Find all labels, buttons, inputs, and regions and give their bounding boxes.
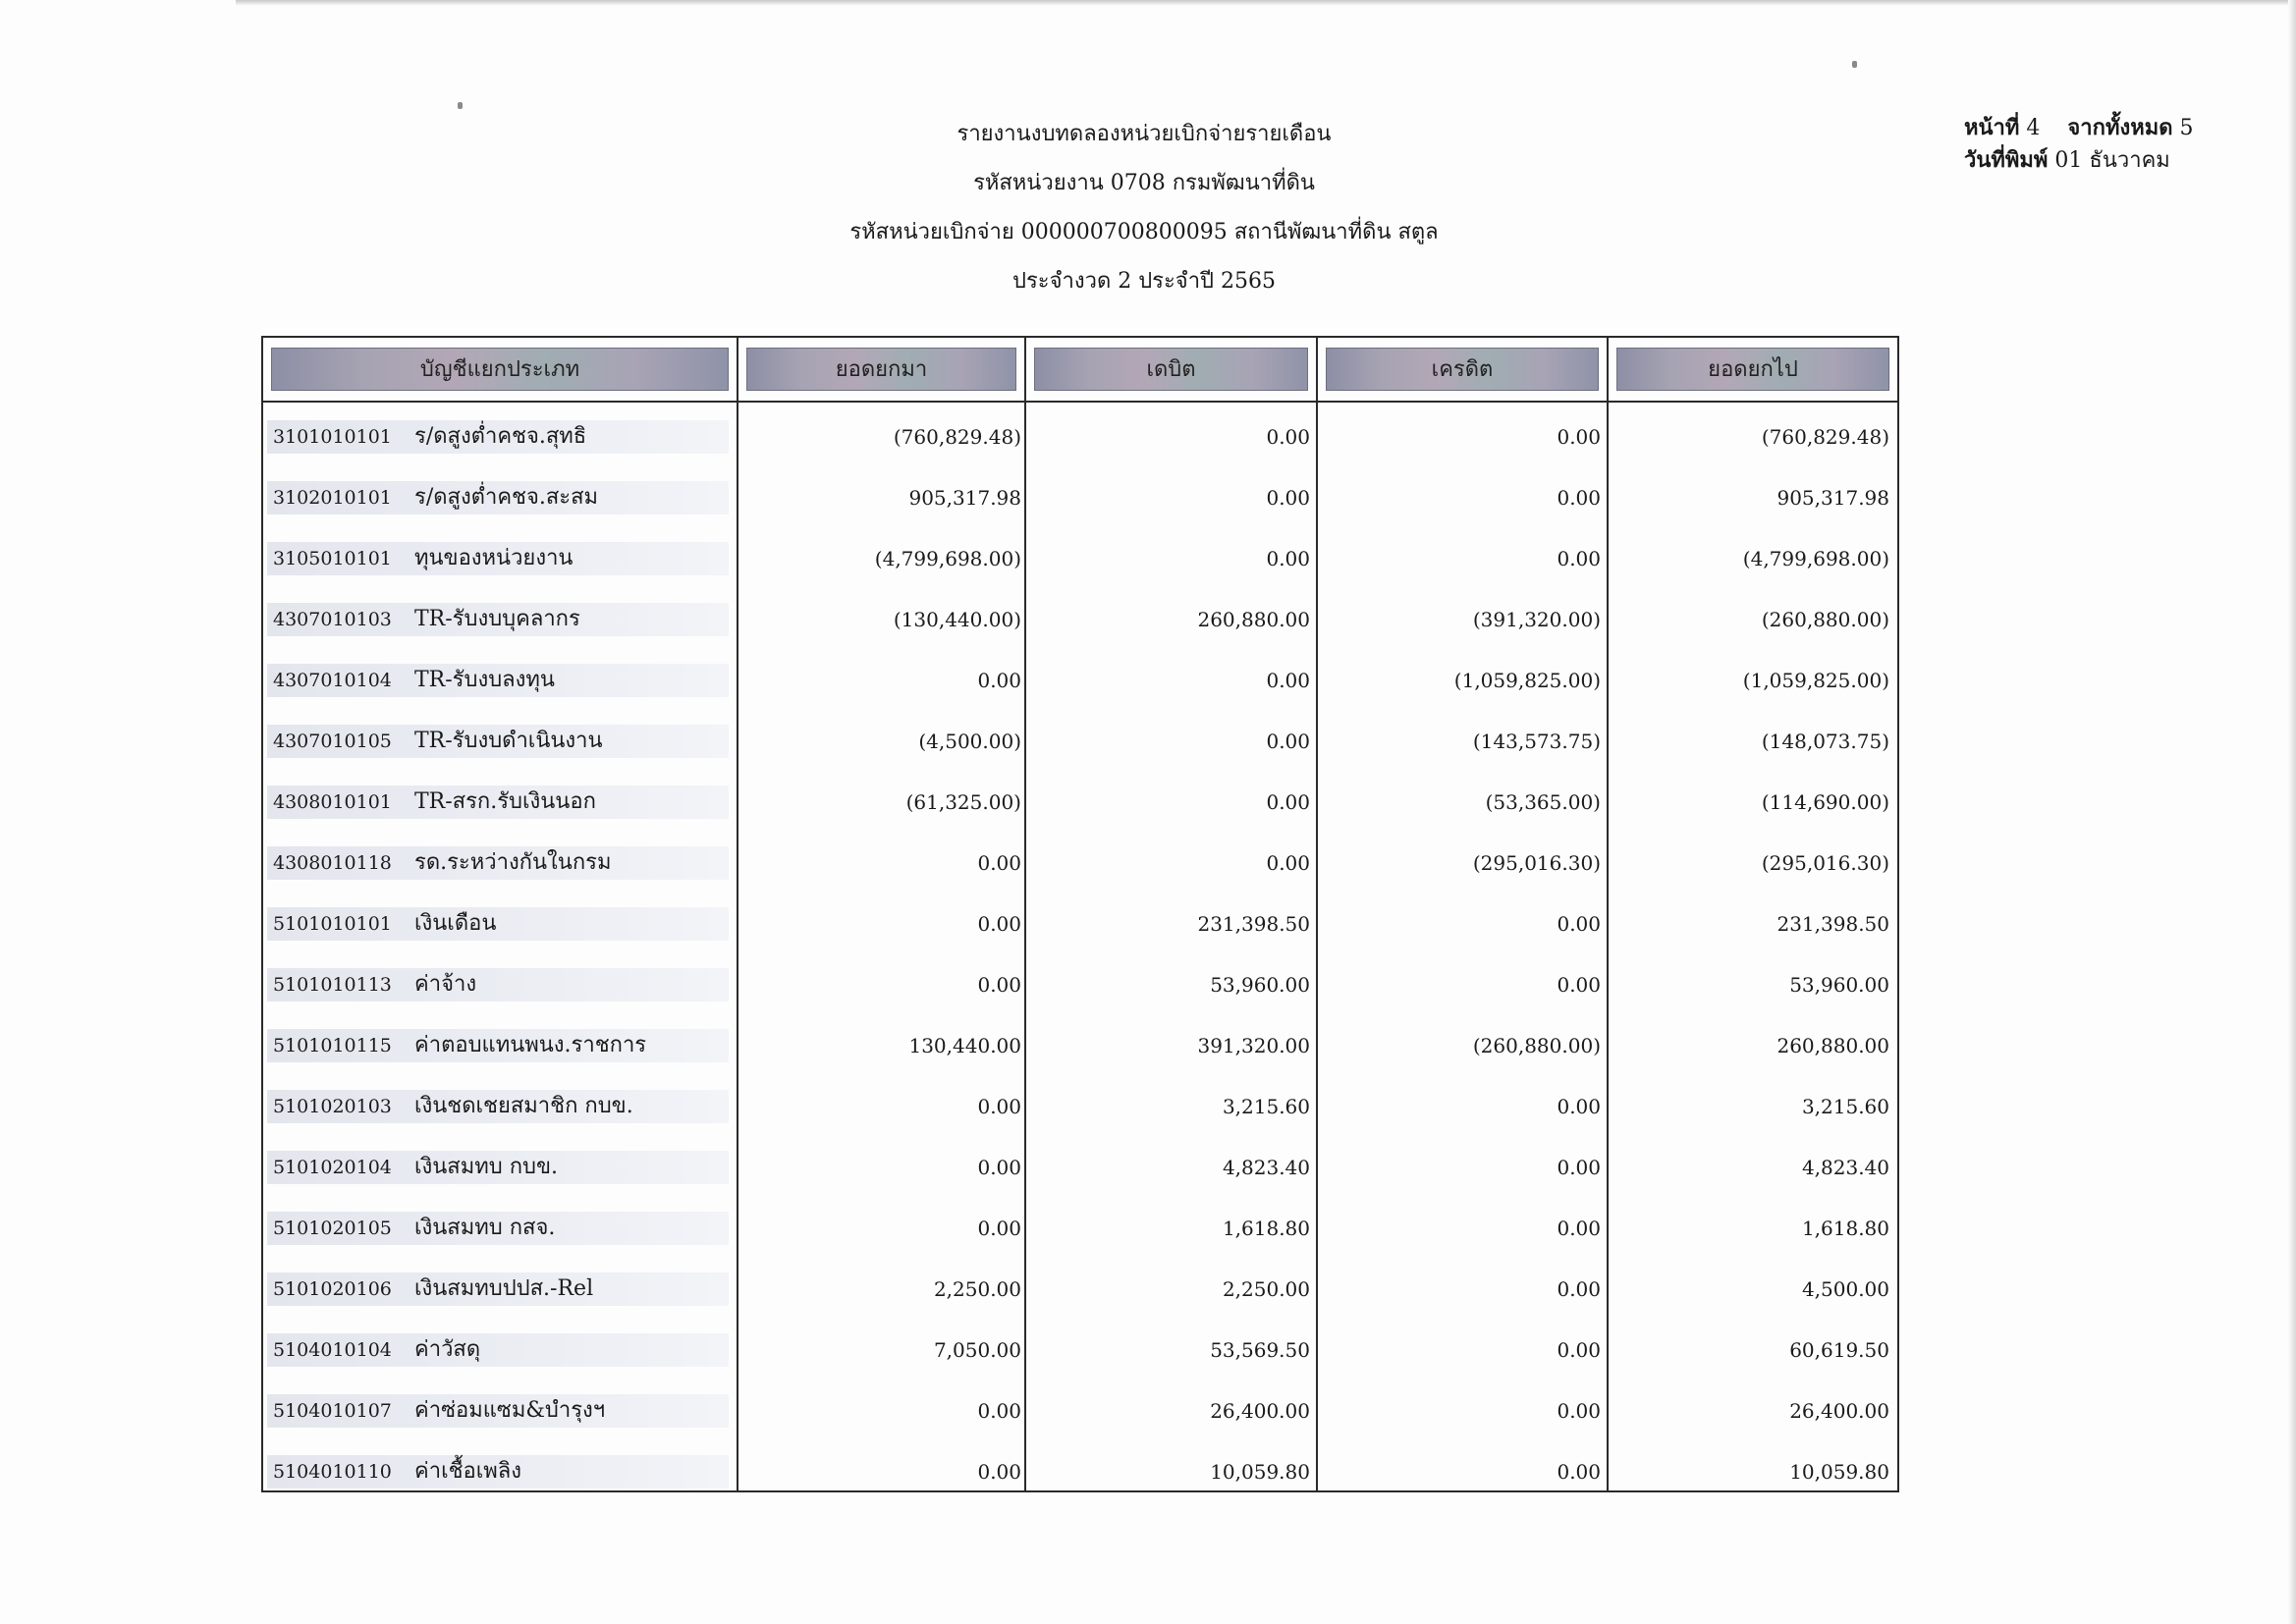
debit-cell: 4,823.40	[1222, 1156, 1310, 1179]
debit-cell: 260,880.00	[1197, 608, 1310, 631]
brought-forward-cell: (130,440.00)	[893, 608, 1021, 631]
carried-forward-cell: 26,400.00	[1789, 1399, 1889, 1423]
account-name-cell: ทุนของหน่วยงาน	[414, 546, 574, 570]
credit-cell: 0.00	[1557, 1460, 1601, 1484]
table-row	[263, 1015, 1897, 1076]
disbursement-unit-line: รหัสหน่วยเบิกจ่าย 000000700800095 สถานีพัฒนาที่ดิน สตูล	[849, 220, 1439, 244]
debit-cell: 53,960.00	[1210, 973, 1310, 997]
scan-speck	[458, 102, 463, 109]
carried-forward-cell: 231,398.50	[1777, 912, 1889, 936]
period-line: ประจำงวด 2 ประจำปี 2565	[1012, 269, 1276, 294]
carried-forward-cell: (148,073.75)	[1761, 730, 1889, 753]
print-date: 01 ธันวาคม	[2054, 148, 2170, 173]
table-row	[263, 589, 1897, 650]
account-code-cell: 5104010107	[273, 1400, 392, 1422]
brought-forward-cell: 0.00	[977, 1156, 1021, 1179]
scan-edge-right	[2288, 0, 2296, 1624]
account-code-cell: 4308010118	[273, 852, 392, 874]
credit-cell: 0.00	[1557, 912, 1601, 936]
account-code-cell: 3102010101	[273, 487, 392, 509]
table-row	[263, 954, 1897, 1015]
page-number-line	[1964, 112, 2194, 144]
debit-cell: 0.00	[1266, 790, 1310, 814]
carried-forward-cell: (295,016.30)	[1761, 851, 1889, 875]
table-row	[263, 1380, 1897, 1441]
account-name-cell: ร/ดสูงต่ำคชจ.สุทธิ	[414, 424, 587, 449]
report-header	[570, 110, 1719, 306]
account-code-cell: 5101020105	[273, 1218, 392, 1239]
carried-forward-cell: 10,059.80	[1789, 1460, 1889, 1484]
table-row	[263, 528, 1897, 589]
account-name-cell: ค่าเชื้อเพลิง	[414, 1459, 521, 1484]
table-row	[263, 1259, 1897, 1320]
account-code-cell: 5101010113	[273, 974, 392, 996]
account-name-cell: เงินสมทบ กบข.	[414, 1155, 559, 1179]
credit-cell: (391,320.00)	[1472, 608, 1601, 631]
brought-forward-cell: 0.00	[977, 851, 1021, 875]
account-code-cell: 4307010103	[273, 609, 392, 630]
brought-forward-cell: 0.00	[977, 669, 1021, 692]
credit-cell: 0.00	[1557, 486, 1601, 510]
account-name-cell: รด.ระหว่างกันในกรม	[414, 850, 612, 875]
table-row	[263, 893, 1897, 954]
print-date-label: วันที่พิมพ์	[1964, 147, 2049, 173]
account-name-cell: TR-รับงบลงทุน	[414, 668, 555, 692]
scan-speck	[1852, 61, 1857, 68]
credit-cell: (260,880.00)	[1472, 1034, 1601, 1057]
table-row	[263, 833, 1897, 893]
column-header-brought-forward: ยอดยกมา	[746, 348, 1016, 391]
brought-forward-cell: 905,317.98	[908, 486, 1021, 510]
print-date-line	[1964, 144, 2194, 177]
debit-cell: 10,059.80	[1210, 1460, 1310, 1484]
account-code-cell: 5101010115	[273, 1035, 392, 1056]
scan-edge-top	[236, 0, 2288, 6]
account-code-cell: 5104010104	[273, 1339, 392, 1361]
debit-cell: 391,320.00	[1197, 1034, 1310, 1057]
brought-forward-cell: 0.00	[977, 912, 1021, 936]
debit-cell: 0.00	[1266, 730, 1310, 753]
debit-cell: 231,398.50	[1197, 912, 1310, 936]
debit-cell: 0.00	[1266, 851, 1310, 875]
account-code-cell: 4307010105	[273, 731, 392, 752]
account-name-cell: ร/ดสูงต่ำคชจ.สะสม	[414, 485, 599, 510]
table-row	[263, 1137, 1897, 1198]
brought-forward-cell: 0.00	[977, 1399, 1021, 1423]
account-name-cell: ค่าวัสดุ	[414, 1337, 481, 1362]
brought-forward-cell: (4,500.00)	[918, 730, 1021, 753]
carried-forward-cell: (1,059,825.00)	[1742, 669, 1889, 692]
account-code-cell: 5104010110	[273, 1461, 392, 1483]
brought-forward-cell: 0.00	[977, 1460, 1021, 1484]
account-code-cell: 4308010101	[273, 791, 392, 813]
table-row	[263, 467, 1897, 528]
credit-cell: (295,016.30)	[1472, 851, 1601, 875]
agency-code-line: รหัสหน่วยงาน 0708 กรมพัฒนาที่ดิน	[973, 171, 1315, 195]
account-name-cell: ค่าตอบแทนพนง.ราชการ	[414, 1033, 647, 1057]
account-name-cell: TR-รับงบบุคลากร	[414, 607, 580, 631]
brought-forward-cell: (61,325.00)	[905, 790, 1021, 814]
brought-forward-cell: 7,050.00	[933, 1338, 1021, 1362]
debit-cell: 0.00	[1266, 547, 1310, 570]
account-code-cell: 5101020103	[273, 1096, 392, 1117]
account-name-cell: เงินชดเชยสมาชิก กบข.	[414, 1094, 633, 1118]
account-name-cell: TR-สรก.รับเงินนอก	[414, 789, 596, 814]
credit-cell: 0.00	[1557, 1277, 1601, 1301]
column-header-debit: เดบิต	[1034, 348, 1308, 391]
report-title: รายงานงบทดลองหน่วยเบิกจ่ายรายเดือน	[957, 122, 1332, 146]
account-code-cell: 3105010101	[273, 548, 392, 569]
table-row	[263, 1320, 1897, 1380]
carried-forward-cell: 905,317.98	[1777, 486, 1889, 510]
brought-forward-cell: 2,250.00	[933, 1277, 1021, 1301]
total-label: จากทั้งหมด	[2067, 115, 2173, 140]
page-info	[1964, 112, 2194, 177]
brought-forward-cell: 130,440.00	[908, 1034, 1021, 1057]
debit-cell: 1,618.80	[1222, 1217, 1310, 1240]
brought-forward-cell: 0.00	[977, 1217, 1021, 1240]
debit-cell: 26,400.00	[1210, 1399, 1310, 1423]
trial-balance-table	[261, 336, 1899, 1492]
table-row	[263, 711, 1897, 772]
credit-cell: (1,059,825.00)	[1453, 669, 1601, 692]
brought-forward-cell: 0.00	[977, 1095, 1021, 1118]
account-name-cell: ค่าจ้าง	[414, 972, 477, 997]
debit-cell: 3,215.60	[1222, 1095, 1310, 1118]
account-name-cell: ค่าซ่อมแซม&บำรุงฯ	[414, 1398, 606, 1423]
credit-cell: (143,573.75)	[1472, 730, 1601, 753]
credit-cell: (53,365.00)	[1485, 790, 1601, 814]
account-code-cell: 5101010101	[273, 913, 392, 935]
account-name-cell: เงินสมทบ กสจ.	[414, 1216, 556, 1240]
table-row	[263, 1076, 1897, 1137]
carried-forward-cell: 53,960.00	[1789, 973, 1889, 997]
account-name-cell: TR-รับงบดำเนินงาน	[414, 729, 603, 753]
page-number: 4	[2026, 116, 2041, 140]
account-code-cell: 4307010104	[273, 670, 392, 691]
carried-forward-cell: 1,618.80	[1801, 1217, 1889, 1240]
column-header-ledger: บัญชีแยกประเภท	[271, 348, 729, 391]
table-row	[263, 406, 1897, 467]
debit-cell: 0.00	[1266, 425, 1310, 449]
credit-cell: 0.00	[1557, 1217, 1601, 1240]
credit-cell: 0.00	[1557, 973, 1601, 997]
carried-forward-cell: 260,880.00	[1777, 1034, 1889, 1057]
carried-forward-cell: 4,500.00	[1801, 1277, 1889, 1301]
account-code-cell: 3101010101	[273, 426, 392, 448]
table-row	[263, 772, 1897, 833]
carried-forward-cell: (114,690.00)	[1761, 790, 1889, 814]
carried-forward-cell: 3,215.60	[1801, 1095, 1889, 1118]
account-code-cell: 5101020104	[273, 1157, 392, 1178]
table-row	[263, 650, 1897, 711]
debit-cell: 0.00	[1266, 669, 1310, 692]
account-name-cell: เงินสมทบปปส.-Rel	[414, 1276, 594, 1301]
debit-cell: 53,569.50	[1210, 1338, 1310, 1362]
carried-forward-cell: (4,799,698.00)	[1742, 547, 1889, 570]
column-header-credit: เครดิต	[1326, 348, 1599, 391]
carried-forward-cell: 4,823.40	[1801, 1156, 1889, 1179]
credit-cell: 0.00	[1557, 425, 1601, 449]
carried-forward-cell: (760,829.48)	[1761, 425, 1889, 449]
header-divider	[263, 401, 1897, 403]
table-row	[263, 1198, 1897, 1259]
carried-forward-cell: (260,880.00)	[1761, 608, 1889, 631]
brought-forward-cell: 0.00	[977, 973, 1021, 997]
credit-cell: 0.00	[1557, 1156, 1601, 1179]
page-label: หน้าที่	[1964, 115, 2020, 140]
total-pages: 5	[2179, 116, 2194, 140]
carried-forward-cell: 60,619.50	[1789, 1338, 1889, 1362]
column-header-carried-forward: ยอดยกไป	[1616, 348, 1889, 391]
table-row	[263, 1441, 1897, 1502]
account-name-cell: เงินเดือน	[414, 911, 497, 936]
credit-cell: 0.00	[1557, 547, 1601, 570]
credit-cell: 0.00	[1557, 1399, 1601, 1423]
brought-forward-cell: (4,799,698.00)	[874, 547, 1021, 570]
credit-cell: 0.00	[1557, 1338, 1601, 1362]
account-code-cell: 5101020106	[273, 1278, 392, 1300]
credit-cell: 0.00	[1557, 1095, 1601, 1118]
brought-forward-cell: (760,829.48)	[893, 425, 1021, 449]
debit-cell: 0.00	[1266, 486, 1310, 510]
debit-cell: 2,250.00	[1222, 1277, 1310, 1301]
